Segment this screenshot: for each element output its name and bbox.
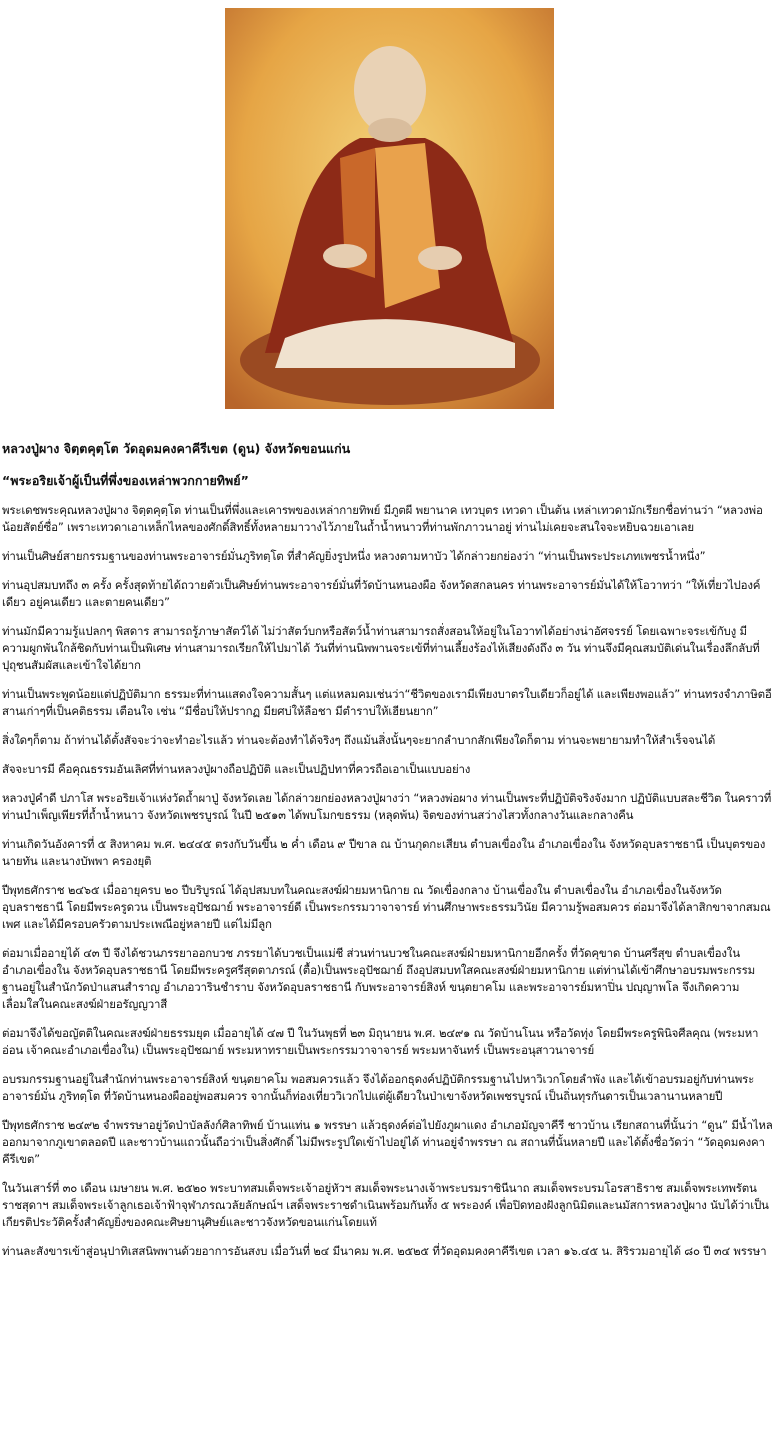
paragraph: ท่านเป็นพระพูดน้อยแต่ปฏิบัติมาก ธรรมะที่ท่านแสดงใจความสั้นๆ แต่แหลมคมเช่นว่า“ชีวิตของเรามีเพียงบาตรใบเดียวก็อยู่ได้ และเพียงพอแล้ว” ท่านทรงจำภาษิตอีสานเก่าๆที่เป็นคติธรรม เตือนใจ เช่น “มีชื่อบ่ให้ปรากฏ มียศบ่ให้ลือชา มีตำราบ่ให้เฮียนยาก”	[2, 687, 772, 718]
paragraph: ท่านเกิดวันอังคารที่ ๕ สิงหาคม พ.ศ. ๒๔๔๕ ตรงกับวันขึ้น ๒ ค่ำ เดือน ๙ ปีขาล ณ บ้านกุดกะเสียน ตำบลเขื่องใน อำเภอเขื่องใน จังหวัดอุบลราชธานี เป็นบุตรของ นายทัน และนางบัพพา ครองยุติ	[2, 837, 766, 868]
paragraph: สัจจะบารมี คือคุณธรรมอันเลิศที่ท่านหลวงปู่ผางถือปฏิบัติ และเป็นปฏิปทาที่ควรถือเอาเป็นแบบอย่าง	[2, 762, 471, 776]
paragraph: ต่อมาจึงได้ขอญัตติในคณะสงฆ์ฝ่ายธรรมยุต เมื่ออายุได้ ๔๗ ปี ในวันพุธที่ ๒๓ มิถุนายน พ.ศ. ๒๔๙๑ ณ วัดบ้านโนน หรือวัดทุ่ง โดยมีพระครูพินิจศีลคุณ (พระมหาอ่อน เจ้าคณะอำเภอเขื่องใน) เป็นพระอุปัชฌาย์ พระมหาทรายเป็นพระกรรมวาจาจารย์ พระมหาจันทร์ เป็นพระอนุสาวนาจารย์	[2, 1026, 759, 1057]
monk-portrait-photo	[225, 8, 554, 409]
paragraph: ท่านอุปสมบทถึง ๓ ครั้ง ครั้งสุดท้ายได้ถวายตัวเป็นศิษย์ท่านพระอาจารย์มั่นที่วัดบ้านหนองผือ จังหวัดสกลนคร ท่านพระอาจารย์มั่นได้ให้โอวาทว่า “ให้เที่ยวไปองค์เดียว อยู่คนเดียว และตายคนเดียว”	[2, 578, 761, 609]
paragraph: ปีพุทธศักราช ๒๔๙๒ จำพรรษาอยู่วัดป่าบัลลังก์ศิลาทิพย์ บ้านแท่น ๑ พรรษา แล้วธุดงค์ต่อไปยังภูผาแดง อำเภอมัญจาคีรี ชาวบ้าน เรียกสถานที่นั้นว่า “ดูน” มีน้ำไหลออกมาจากภูเขาตลอดปี และชาวบ้านแถวนั้นถือว่าเป็นสิ่งศักดิ์ ไม่มีพระรูปใดเข้าไปอยู่ได้ ท่านอยู่จำพรรษา ณ สถานที่นั้นหลายปี และได้ตั้งชื่อวัดว่า “วัดอุดมคงคาคีรีเขต”	[2, 1118, 773, 1166]
article	[2, 440, 774, 1272]
paragraph: อบรมกรรมฐานอยู่ในสำนักท่านพระอาจารย์สิงห์ ขนฺตยาคโม พอสมควรแล้ว จึงได้ออกธุดงค์ปฏิบัติกรรมฐานไปหาวิเวกโดยลำพัง และได้เข้าอบรมอยู่กับท่านพระอาจารย์มั่น ภูริทตฺโต ที่วัดบ้านหนองผืออยู่พอสมควร จากนั้นก็ท่องเที่ยววิเวกไปแต่ผู้เดียวในป่าเขาจังหวัดเพชรบูรณ์ เป็นถิ่นทุรกันดารเป็นเวลานานหลายปี	[2, 1072, 755, 1103]
paragraph: ปีพุทธศักราช ๒๔๖๕ เมื่ออายุครบ ๒๐ ปีบริบูรณ์ ได้อุปสมบทในคณะสงฆ์ฝ่ายมหานิกาย ณ วัดเขื่องกลาง บ้านเขื่องใน ตำบลเขื่องใน อำเภอเขื่องในจังหวัดอุบลราชธานี โดยมีพระครูดวน เป็นพระอุปัชฌาย์ พระอาจารย์ดี เป็นพระกรรมวาจาจารย์ ท่านศึกษาพระธรรมวินัย มีความรู้พอสมควร ต่อมาจึงได้ลาสิกขาจากสมณเพศ และได้มีครอบครัวตามประเพณีอยู่หลายปี แต่ไม่มีลูก	[2, 883, 771, 931]
paragraph: ต่อมาเมื่ออายุได้ ๔๓ ปี จึงได้ชวนภรรยาออกบวช ภรรยาได้บวชเป็นแม่ชี ส่วนท่านบวชในคณะสงฆ์ฝ่ายมหานิกายอีกครั้ง ที่วัดคุขาด บ้านศรีสุข ตำบลเขื่องใน อำเภอเขื่องใน จังหวัดอุบลราชธานี โดยมีพระครูศรีสุตตาภรณ์ (ตื้อ)เป็นพระอุปัชฌาย์ ถึงอุปสมบทใสคณะสงฆ์ฝ่ายมหานิกาย แต่ท่านได้เข้าศึกษาอบรมพระกรรมฐานอยู่ในสำนักวัดป่าแสนสำราญ อำเภอวารินชำราบ จังหวัดอุบลราชธานี กับพระอาจารย์สิงห์ ขนฺตยาคโม และพระอาจารย์มหาปิ่น ปญฺญาพโล จึงเกิดความเลื่อมใสในคณะสงฆ์ฝ่ายอรัญญวาสี	[2, 946, 755, 1011]
paragraph: ท่านละสังขารเข้าสู่อนุปาทิเสสนิพพานด้วยอาการอันสงบ เมื่อวันที่ ๒๔ มีนาคม พ.ศ. ๒๕๒๕ ที่วัดอุดมคงคาคีรีเขต เวลา ๑๖.๔๕ น. สิริรวมอายุได้ ๘๐ ปี ๓๔ พรรษา	[2, 1244, 767, 1258]
monk-portrait-image	[225, 8, 554, 409]
paragraph: ท่านมักมีความรู้แปลกๆ พิสดาร สามารถรู้ภาษาสัตว์ได้ ไม่ว่าสัตว์บกหรือสัตว์น้ำท่านสามารถสั่งสอนให้อยู่ในโอวาทได้อย่างน่าอัศจรรย์ โดยเฉพาะจระเข้กับงู มีความผูกพันใกล้ชิดกับท่านเป็นพิเศษ ท่านสามารถเรียกให้ไปมาได้ วันที่ท่านนิพพานจระเข้ที่ท่านเลี้ยงร้องไห้เสียงดังถึง ๓ วัน ท่านจึงมีคุณสมบัติเด่นในเรื่องลึกลับที่ปุถุชนสัมผัสและเข้าใจได้ยาก	[2, 624, 760, 672]
paragraph: ในวันเสาร์ที่ ๓๐ เดือน เมษายน พ.ศ. ๒๕๒๐ พระบาทสมเด็จพระเจ้าอยู่หัวฯ สมเด็จพระนางเจ้าพระบรมราชินีนาถ สมเด็จพระบรมโอรสาธิราช สมเด็จพระเทพรัตนราชสุดาฯ สมเด็จพระเจ้าลูกเธอเจ้าฟ้าจุฬาภรณวลัยลักษณ์ฯ เสด็จพระราชดำเนินพร้อมกันทั้ง ๕ พระองค์ เพื่อปิดทองฝังลูกนิมิตและนมัสการหลวงปู่ผาง นับได้ว่าเป็นเกียรติประวัติครั้งสำคัญยิ่งของคณะศิษยานุศิษย์และชาวจังหวัดขอนแก่นโดยแท้	[2, 1181, 769, 1229]
article-title: หลวงปู่ผาง จิตฺตคุตฺโต วัดอุดมคงคาคีรีเขต (ดูน) จังหวัดขอนแก่น	[2, 441, 351, 456]
article-subtitle: “พระอริยเจ้าผู้เป็นที่พึ่งของเหล่าพวกกายทิพย์”	[2, 473, 249, 488]
paragraph: ท่านเป็นศิษย์สายกรรมฐานของท่านพระอาจารย์มั่นภูริทตฺโต ที่สำคัญยิ่งรูปหนึ่ง หลวงตามหาบัว ได้กล่าวยกย่องว่า “ท่านเป็นพระประเภทเพชรน้ำหนึ่ง”	[2, 549, 706, 563]
paragraph: พระเดชพระคุณหลวงปู่ผาง จิตฺตคุตฺโต ท่านเป็นที่พึ่งและเคารพของเหล่ากายทิพย์ มีภูตผี พยานาค เทวบุตร เทวดา เป็นต้น เหล่าเทวดามักเรียกชื่อท่านว่า “หลวงพ่อน้อยสัตย์ซื่อ” เพราะเทวดาเอาเหล็กไหลของศักดิ์สิทธิ์ทั้งหลายมาวางไว้ภายในถ้ำน้ำหนาวที่ท่านพักภาวนาอยู่ ท่านไม่เคยจะสนใจจะหยิบฉวยเอาเลย	[2, 503, 763, 534]
paragraph: สิ่งใดๆก็ตาม ถ้าท่านได้ตั้งสัจจะว่าจะทำอะไรแล้ว ท่านจะต้องทำได้จริงๆ ถึงแม้นสิ่งนั้นๆจะยากลำบากสักเพียงใดก็ตาม ท่านจะพยายามทำให้สำเร็จจนได้	[2, 733, 716, 747]
paragraph: หลวงปู่คำดี ปภาโส พระอริยเจ้าแห่งวัดถ้ำผาปู่ จังหวัดเลย ได้กล่าวยกย่องหลวงปู่ผางว่า “หลวงพ่อผาง ท่านเป็นพระที่ปฏิบัติจริงจังมาก ปฏิบัติแบบสละชีวิต ในคราวที่ท่านบำเพ็ญเพียรที่ถ้ำน้ำหนาว จังหวัดเพชรบูรณ์ ในปี ๒๕๑๓ ได้พบโมกขธรรม (หลุดพ้น) จิตของท่านสว่างไสวทั้งกลางวันและกลางคืน	[2, 791, 772, 822]
